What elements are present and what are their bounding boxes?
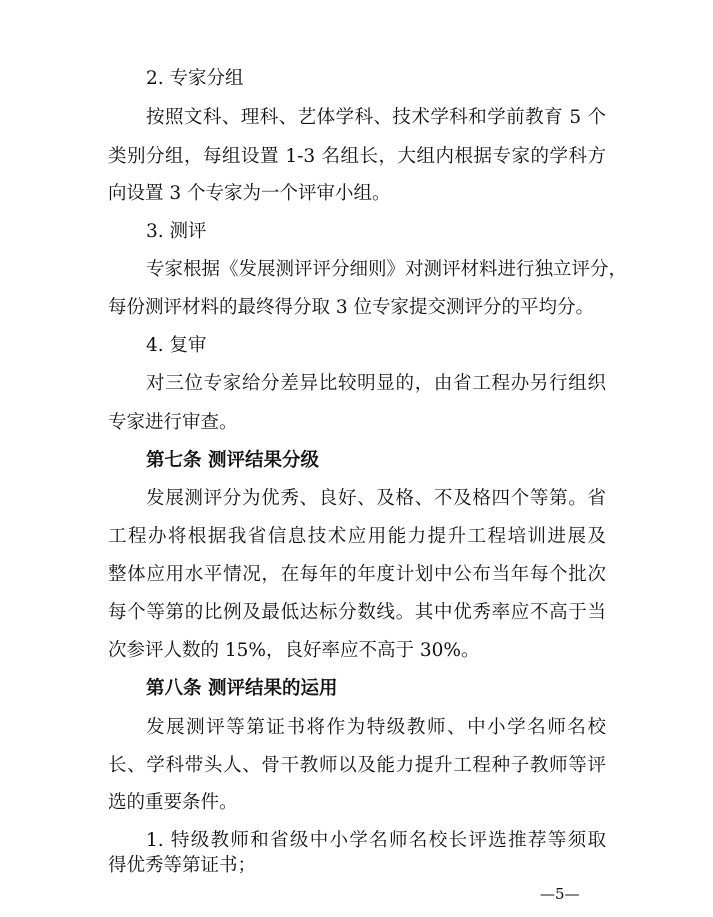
paragraph-line: 每个等第的比例及最低达标分数线。其中优秀率应不高于当 <box>108 602 606 623</box>
paragraph-line: 得优秀等第证书； <box>108 855 257 876</box>
item-heading-expert-grouping: 2. 专家分组 <box>146 68 244 89</box>
paragraph-line: 工程办将根据我省信息技术应用能力提升工程培训进展及 <box>108 526 606 547</box>
article-8-heading: 第八条 测评结果的运用 <box>146 678 338 699</box>
item-heading-evaluation: 3. 测评 <box>146 221 207 242</box>
paragraph-line: 整体应用水平情况，在每年的年度计划中公布当年每个批次 <box>108 564 606 585</box>
item-heading-review: 4. 复审 <box>146 335 207 356</box>
paragraph-line: 向设置 3 个专家为一个评审小组。 <box>108 183 391 204</box>
paragraph-line: 发展测评分为优秀、良好、及格、不及格四个等第。省 <box>146 488 606 509</box>
paragraph-line: 长、学科带头人、骨干教师以及能力提升工程种子教师等评 <box>108 755 606 776</box>
paragraph-line: 按照文科、理科、艺体学科、技术学科和学前教育 5 个 <box>146 107 606 128</box>
paragraph-line: 选的重要条件。 <box>108 792 238 813</box>
article-7-heading: 第七条 测评结果分级 <box>146 450 319 471</box>
paragraph-line: 每份测评材料的最终得分取 3 位专家提交测评分的平均分。 <box>108 297 595 318</box>
paragraph-line: 发展测评等第证书将作为特级教师、中小学名师名校 <box>146 717 606 738</box>
paragraph-line: 类别分组，每组设置 1-3 名组长，大组内根据专家的学科方 <box>108 146 606 167</box>
paragraph-line: 专家进行审查。 <box>108 412 238 433</box>
paragraph-line: 1. 特级教师和省级中小学名师名校长评选推荐等须取 <box>146 830 606 851</box>
page-number: —5— <box>540 885 580 903</box>
paragraph-line: 专家根据《发展测评评分细则》对测评材料进行独立评分， <box>146 259 628 280</box>
paragraph-line: 对三位专家给分差异比较明显的，由省工程办另行组织 <box>146 373 606 394</box>
paragraph-line: 次参评人数的 15%，良好率应不高于 30%。 <box>108 640 480 661</box>
